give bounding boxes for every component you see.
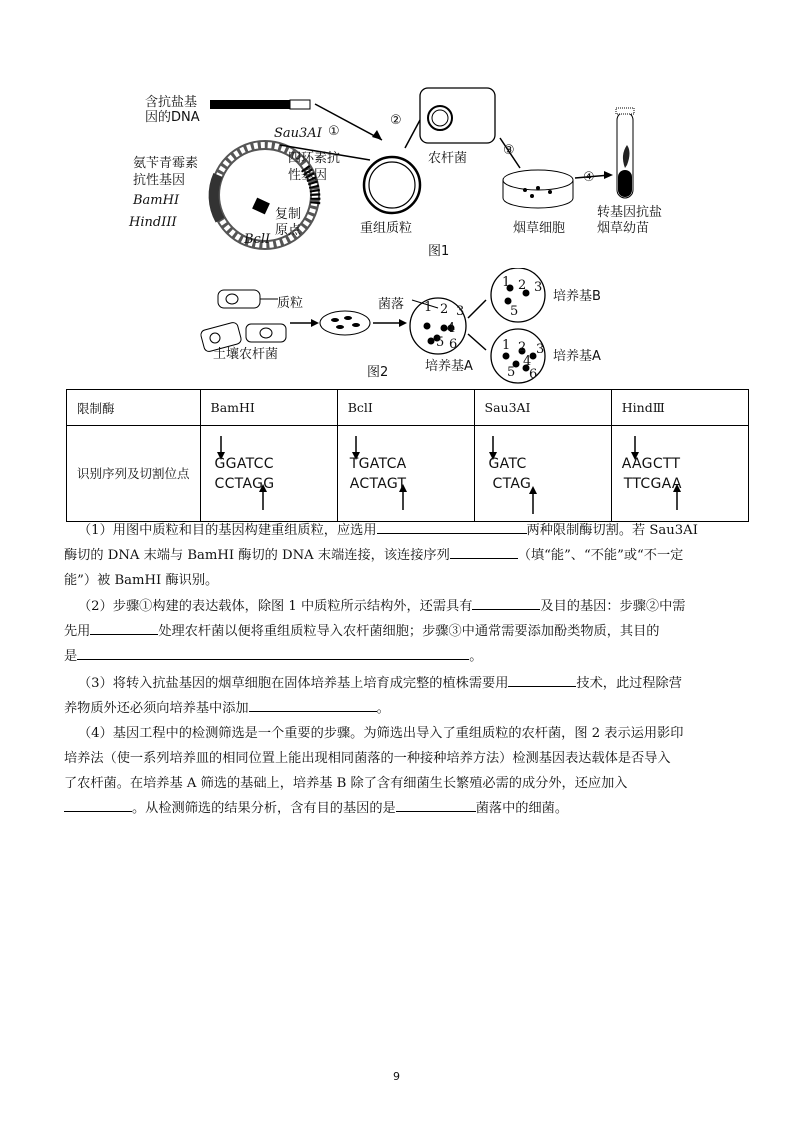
medium-a-right-label: 培养基A [553,349,601,364]
q2-blank-1[interactable] [472,595,540,610]
q3-text-d: 。 [376,701,390,716]
page-number: 9 [393,1070,400,1083]
row-header: 识别序列及切割位点 [67,426,201,522]
seq-cell-bamhi [200,426,337,522]
plate-a-num-3: 3 [456,304,465,319]
seq-cell-sau3ai [474,426,611,522]
q1-text-a: （1）用图中质粒和目的基因构建重组质粒，应选用 [78,523,377,538]
bamhi-label: BamHI [133,193,180,208]
q4-text-c: 了农杆菌。在培养基 A 筛选的基础上，培养基 B 除了含有细菌生长繁殖必需的成分外，还应加入 [64,776,628,791]
q3-blank-1[interactable] [508,672,576,687]
medium-b-label: 培养基B [553,289,601,304]
plate-a-num-2: 2 [440,302,449,317]
sau3ai-label: Sau3AI [274,126,322,141]
q1-text-c: 酶切的 DNA 末端与 BamHI 酶切的 DNA 末端连接，该连接序列 [64,548,450,563]
question-4 [64,721,750,821]
recombinant-plasmid [364,157,420,213]
seq-hindiii-top: AAGCTT [621,456,681,472]
agrobacterium-label: 农杆菌 [428,151,468,166]
plate-a-num-4: 4 [447,321,456,336]
seq-hindiii-bottom: TTCGAA [623,476,682,492]
enzyme-hindiii: HindⅢ [611,390,748,426]
q1-text-d: （填“能”、“不能”或“不一定 [517,548,684,563]
step-4-label: ④ [583,170,595,185]
step-3-label: ③ [503,143,515,158]
tet-resistance-label: 四环素抗 性基因 [288,151,341,183]
question-3 [64,671,750,721]
origin-label: 复制 原点 [275,207,302,238]
seq-bamhi-bottom: CCTAGG [214,476,275,492]
figure-2-caption: 图2 [367,365,389,380]
q2-blank-3[interactable] [77,645,469,660]
plate-a2-num-2: 2 [518,340,527,355]
restriction-enzyme-table [66,389,749,522]
q4-text-d: 。从检测筛选的结果分析，含有目的基因的是 [132,801,396,816]
bcli-label: BclI [244,232,271,247]
plate-a2-num-3: 3 [536,342,545,357]
plate-b-num-2: 2 [518,278,527,293]
q3-blank-2[interactable] [249,697,377,712]
tobacco-cell-label: 烟草细胞 [513,221,566,236]
dna-label: 含抗盐基 因的DNA [145,95,200,125]
enzyme-bcli: BclⅠ [337,390,474,426]
medium-a-bottom-label: 培养基A [425,359,473,374]
q4-text-a: （4）基因工程中的检测筛选是一个重要的步骤。为筛选出导入了重组质粒的农杆菌，图 2 表示运用影印 [78,726,684,741]
q2-text-b: 及目的基因：步骤②中需 [540,599,686,614]
question-1 [64,518,750,593]
plate-a2-num-5: 5 [507,365,516,380]
colony-label: 菌落 [378,297,405,312]
enzyme-sau3ai: Sau3AⅠ [474,390,611,426]
plate-b-num-1: 1 [502,275,511,290]
enzyme-bamhi: BamHⅠ [200,390,337,426]
figure-1-caption: 图1 [428,244,450,259]
plate-a-num-5: 5 [436,335,445,350]
bacterium-cell [218,290,260,308]
q1-blank-1[interactable] [377,519,527,534]
q1-text-b: 两种限制酶切割。若 Sau3AI [526,523,698,538]
plasmid-label: 质粒 [277,296,304,311]
q2-text-f: 。 [469,649,483,664]
soil-agrobacterium-label: 土壤农杆菌 [213,347,279,362]
col-header: 限制酶 [67,390,201,426]
seq-sau3ai-bottom: CTAG [492,476,532,492]
seq-bcli-bottom: ACTAGT [349,476,407,492]
q1-blank-2[interactable] [450,544,518,559]
q2-text-c: 先用 [64,624,91,639]
plate-a2-num-1: 1 [502,338,511,353]
q2-text-d: 处理农杆菌以便将重组质粒导入农杆菌细胞；步骤③中通常需要添加酚类物质，其目的 [158,624,660,639]
q2-text-a: （2）步骤①构建的表达载体，除图 1 中质粒所示结构外，还需具有 [78,599,473,614]
hindiii-label: HindIII [129,215,177,230]
q3-text-a: （3）将转入抗盐基因的烟草细胞在固体培养基上培育成完整的植株需要用 [78,676,509,691]
agrobacterium-cell [420,88,495,143]
q1-text-e: 能”）被 BamHI 酶识别。 [64,573,219,588]
plate-a2-num-4: 4 [523,354,532,369]
plate-a2-num-6: 6 [529,367,538,382]
question-2 [64,594,750,669]
seq-bamhi-top: GGATCC [214,456,274,472]
seq-cell-bcli [337,426,474,522]
seedling-label: 转基因抗盐 烟草幼苗 [597,205,663,236]
step-2-label: ② [390,113,402,128]
plate-b-num-3: 3 [534,280,543,295]
plate-b-num-5: 5 [510,304,519,319]
q2-blank-2[interactable] [90,620,158,635]
q2-text-e: 是 [64,649,78,664]
q4-blank-1[interactable] [64,797,132,812]
amp-resistance-label: 氨苄青霉素 抗性基因 [133,156,199,188]
seq-bcli-top: TGATCA [349,456,407,472]
seq-cell-hindiii [611,426,748,522]
q3-text-c: 养物质外还必须向培养基中添加 [64,701,249,716]
recombinant-plasmid-label: 重组质粒 [360,221,413,236]
seq-sau3ai-top: GATC [488,456,527,472]
q4-text-b: 培养法（使一系列培养皿的相同位置上能出现相同菌落的一种接种培养方法）检测基因表达载体是否导入 [64,751,671,766]
plate-a-num-1: 1 [424,300,433,315]
figure-1-diagram [120,80,680,270]
q4-text-e: 菌落中的细菌。 [475,801,569,816]
q3-text-b: 技术，此过程除营 [576,676,682,691]
plate-a-num-6: 6 [449,337,458,352]
q4-blank-2[interactable] [396,797,476,812]
step-1-label: ① [328,124,340,139]
